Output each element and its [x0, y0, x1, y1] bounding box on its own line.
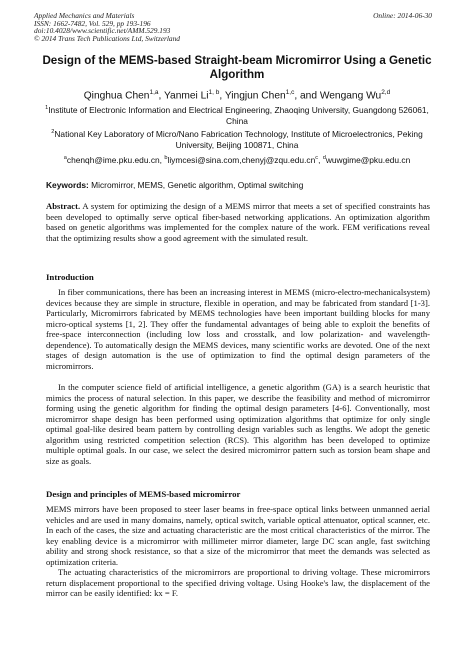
keywords-label: Keywords:: [46, 180, 89, 190]
email-text[interactable]: wuwgime@pku.edu.cn: [325, 154, 411, 165]
author-separator: ,: [219, 90, 225, 102]
online-date: Online: 2014-06-30: [373, 11, 432, 20]
author-emails: [40, 153, 434, 166]
affiliation-2: [40, 127, 434, 152]
email-sup: d: [322, 155, 326, 161]
email-sup: b: [164, 155, 168, 161]
abstract-text: A system for optimizing the design of a MEMS mirror that meets a set of specified constraints has been developed to optimally serve optical fiber-based networking applications. An optimization algorithm based on genetic algorithms was implemented for the complex nature of the work. FEM verifications reveal that the optimizing results show a good agreement with the simulated result.: [46, 201, 430, 243]
affiliation-sup: 2: [51, 129, 55, 135]
keywords: [46, 180, 430, 191]
author-name: Yingjun Chen: [224, 90, 286, 102]
affiliation-text: Institute of Electronic Information and Electrical Engineering, Zhaoqing University, Guangdong 526061, China: [48, 104, 429, 127]
email-text[interactable]: liymcesi@sina.com,chenyj@zqu.edu.cn: [167, 154, 316, 165]
email-sup: c: [315, 155, 319, 161]
keywords-text: Micromirror, MEMS, Genetic algorithm, Optimal switching: [91, 180, 304, 190]
section-heading-introduction: Introduction: [46, 272, 94, 282]
journal-issn: ISSN: 1662-7482, Vol. 529, pp 193-196: [34, 18, 151, 28]
design-paragraph-2: The actuating characteristics of the micromirrors are proportional to driving voltage. These micromirrors return displacement proportional to the specified driving voltage. Using Hooke's law, the displacement of the mirror can be easily identified: kx = F.: [46, 567, 430, 599]
author-name: Wengang Wu: [319, 90, 382, 102]
author-name: Qinghua Chen: [83, 90, 150, 102]
author-affil-sup: 2,d: [381, 89, 391, 96]
email-sup: a: [63, 155, 67, 161]
intro-paragraph-1: In fiber communications, there has been an increasing interest in MEMS (micro-electro-mechanicalsystem) devices because they are simple in structure, flexible in operation, and may be fabricated from standard [1-3]. Particularly, Micromirrors fabricated by MEMS technologies have been important building blocks for many micro-optical systems [1, 2]. They offer the fundamental advantages of being able to exploit the benefits of free-space interconnection (including low loss and crosstalk, and low polarization- and wavelength-dependence). To automatically design the MEMS devices, many scientific works are devoted. One of the next stages of design automation is the use of optimization to find the optimal design parameters of the micromirrors.: [46, 287, 430, 371]
design-paragraph-1: MEMS mirrors have been proposed to steer laser beams in free-space optical links between unmanned aerial vehicles and are used in many domains, namely, optical switch, variable optical attenuator, optical scanner, etc. In each of the cases, the size and actuating characteristic are the most critical characteristics of the mirror. The key enabling device is a micromirror with millimeter mirror diameter, large DC scan angle, fast switching ability and strong shock resistance, so that a size of the micromirror that meet the demands was selected as optimization criteria.: [46, 504, 430, 567]
section-heading-design: Design and principles of MEMS-based micromirror: [46, 489, 241, 499]
intro-paragraph-2: In the computer science field of artificial intelligence, a genetic algorithm (GA) is a search heuristic that mimics the process of natural selection. In this paper, we describe the feasibility and method of micromirror forming using the genetic algorithm for finding the optimal design parameters [4-6]. Conventionally, most micromirror shape design has been performed using optimization algorithms that optimize for only single optimal goal-like desired beam pattern by controlling design variables such as lengths. We adopt the genetic algorithm using restricted competition selection (RCS). This algorithm has been developed to optimize multiple optimal goals. In our case, we select the desired micromirror pattern such as torsion beam shape and size as goals.: [46, 382, 430, 466]
author-affil-sup: 1,c: [285, 89, 295, 96]
email-text[interactable]: chenqh@ime.pku.edu.cn,: [66, 154, 165, 165]
journal-header: [34, 12, 180, 42]
journal-name: Applied Mechanics and Materials: [34, 11, 135, 20]
author-separator: ,: [158, 90, 164, 102]
email-text: ,: [318, 154, 323, 165]
abstract-label: Abstract.: [46, 201, 81, 211]
journal-copyright: © 2014 Trans Tech Publications Ltd, Switzerland: [34, 33, 180, 43]
affiliation-text: National Key Laboratory of Micro/Nano Fabrication Technology, Institute of Microelectronics, Peking University, Beijing 100871, China: [54, 128, 423, 151]
paper-title: Design of the MEMS-based Straight-beam Micromirror Using a Genetic Algorithm: [42, 54, 432, 81]
journal-doi[interactable]: doi:10.4028/www.scientific.net/AMM.529.193: [34, 26, 171, 36]
affiliation-1: [40, 103, 434, 128]
abstract: [46, 201, 430, 243]
author-affil-sup: 1,a: [149, 89, 159, 96]
author-separator: , and: [294, 90, 320, 102]
affiliation-sup: 1: [45, 105, 49, 111]
author-name: Yanmei Li: [163, 90, 209, 102]
author-list: [36, 87, 438, 102]
author-affil-sup: 1, b: [208, 89, 220, 96]
